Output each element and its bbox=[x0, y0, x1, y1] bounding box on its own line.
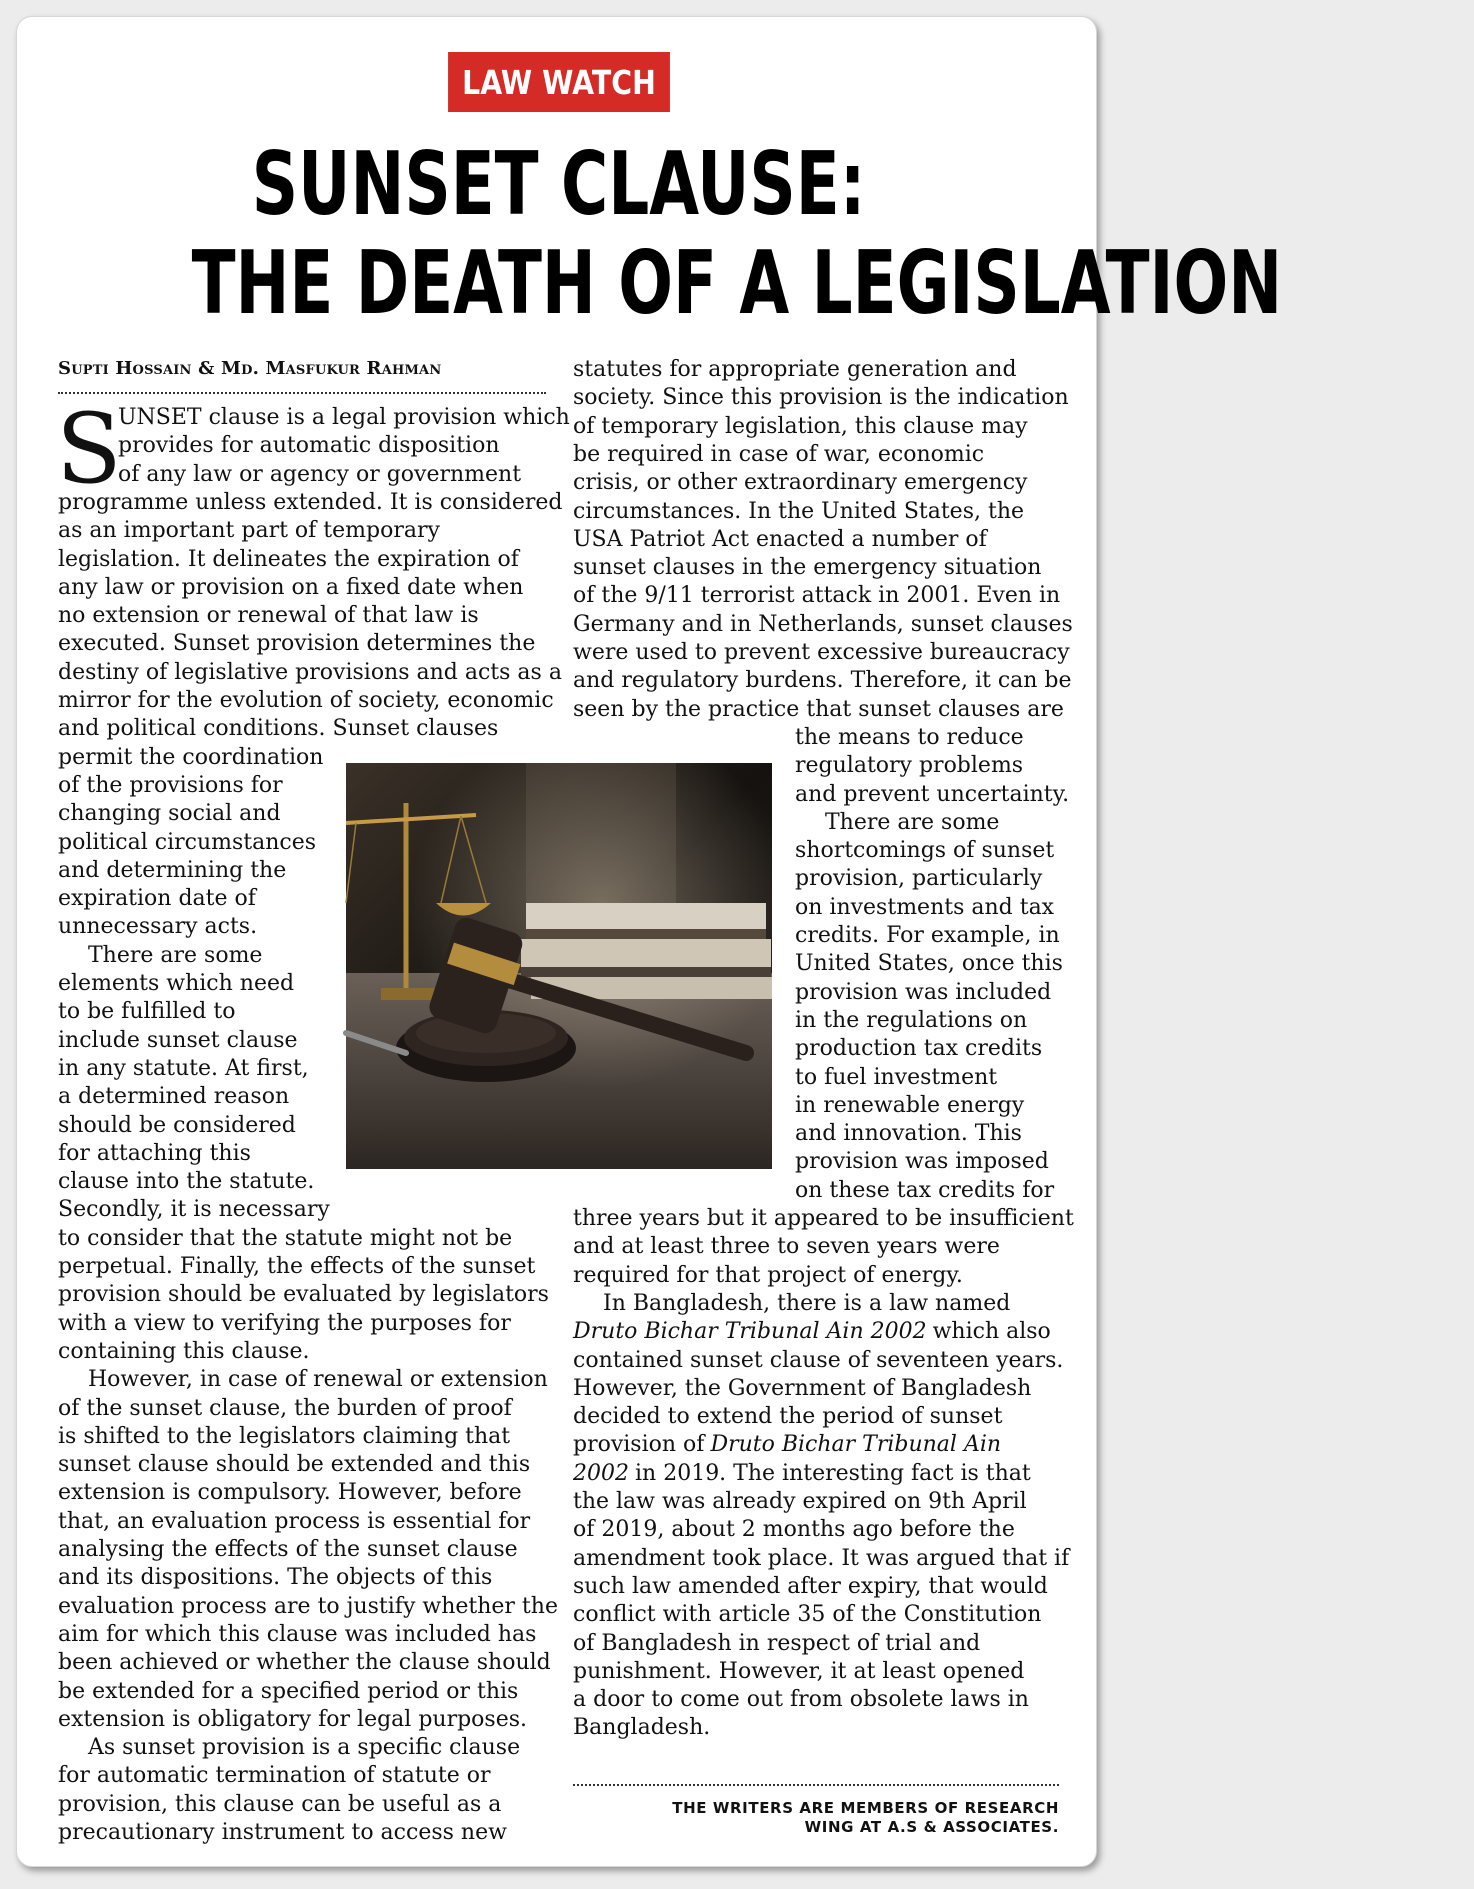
headline-line-1 bbox=[0, 134, 1117, 234]
right-column-line: credits. For example, in bbox=[795, 923, 1060, 948]
left-column-line: to consider that the statute might not be bbox=[58, 1225, 513, 1251]
right-column-line: of temporary legislation, this clause may bbox=[573, 413, 1028, 439]
headline-line-2-text: THE DEATH OF A LEGISLATION bbox=[191, 232, 1283, 334]
left-column-line: provides for automatic disposition bbox=[118, 433, 500, 459]
right-column-line: conflict with article 35 of the Constitution bbox=[573, 1602, 1042, 1628]
right-column-line: sunset clauses in the emergency situation bbox=[573, 555, 1042, 581]
left-column-line: aim for which this clause was included has bbox=[58, 1621, 537, 1647]
gavel-and-scales-image bbox=[346, 763, 772, 1169]
left-column-line: provision, this clause can be useful as a bbox=[58, 1791, 502, 1817]
right-column-line-text: provision of bbox=[573, 1432, 705, 1458]
right-column-line: in renewable energy bbox=[795, 1092, 1025, 1118]
section-kicker: LAW WATCH bbox=[448, 52, 670, 112]
right-column-line: on investments and tax bbox=[795, 894, 1055, 920]
left-column-line: political circumstances bbox=[58, 829, 317, 855]
right-column-line: amendment took place. It was argued that if bbox=[573, 1545, 1070, 1571]
left-column-line: changing social and bbox=[58, 801, 281, 827]
right-column-line: and at least three to seven years were bbox=[573, 1234, 1000, 1260]
left-column-line: executed. Sunset provision determines the bbox=[58, 631, 536, 657]
left-column-line: elements which need bbox=[58, 971, 295, 996]
left-column-line: and its dispositions. The objects of this bbox=[58, 1565, 493, 1591]
left-column-line: unnecessary acts. bbox=[58, 914, 258, 940]
byline-divider bbox=[58, 392, 546, 394]
right-column-line: of 2019, about 2 months ago before the bbox=[573, 1517, 1015, 1543]
left-column-line: perpetual. Finally, the effects of the sunset bbox=[58, 1254, 536, 1279]
left-column-line: be extended for a specified period or this bbox=[58, 1678, 519, 1704]
right-column-line: crisis, or other extraordinary emergency bbox=[573, 470, 1028, 496]
left-column-line: However, in case of renewal or extension bbox=[88, 1367, 548, 1393]
right-column-line: of the 9/11 terrorist attack in 2001. Even in bbox=[573, 583, 1061, 609]
right-column-line: There are some bbox=[825, 809, 1000, 835]
left-column-line: mirror for the evolution of society, economic bbox=[58, 688, 554, 713]
right-column-line: provision was included bbox=[795, 979, 1052, 1005]
left-column-line: any law or provision on a fixed date when bbox=[58, 574, 524, 600]
left-column-line: in any statute. At first, bbox=[58, 1055, 309, 1081]
right-column-line: United States, once this bbox=[795, 951, 1063, 977]
left-column-line: for automatic termination of statute or bbox=[58, 1763, 491, 1789]
right-column-line bbox=[573, 1431, 1001, 1459]
headline-line-2 bbox=[0, 232, 1283, 334]
left-column-line: and determining the bbox=[58, 857, 287, 883]
right-column-line bbox=[573, 1460, 1031, 1488]
left-column-line: UNSET clause is a legal provision which bbox=[118, 405, 570, 430]
right-column-line: punishment. However, it at least opened bbox=[573, 1658, 1025, 1684]
left-column-line: a determined reason bbox=[58, 1084, 290, 1110]
right-column-line: provision, particularly bbox=[795, 866, 1043, 892]
author-note bbox=[573, 1799, 1059, 1837]
right-column-line: In Bangladesh, there is a law named bbox=[603, 1290, 1011, 1316]
left-column-line: There are some bbox=[88, 942, 263, 968]
right-column-line: USA Patriot Act enacted a number of bbox=[573, 526, 987, 552]
left-column-line: permit the coordination bbox=[58, 744, 324, 770]
left-column-line: sunset clause should be extended and this bbox=[58, 1452, 531, 1478]
left-column-line: expiration date of bbox=[58, 886, 256, 912]
right-column-line: However, the Government of Bangladesh bbox=[573, 1375, 1032, 1401]
left-column-line: Secondly, it is necessary bbox=[58, 1197, 330, 1223]
left-column-line: extension is compulsory. However, before bbox=[58, 1480, 522, 1506]
left-column-line: programme unless extended. It is considered bbox=[58, 489, 563, 515]
author-note-line-2: WING AT A.S & ASSOCIATES. bbox=[804, 1818, 1059, 1836]
right-column-line: provision was imposed bbox=[795, 1149, 1049, 1175]
left-column-line: analysing the effects of the sunset clause bbox=[58, 1537, 518, 1562]
right-column-line: to fuel investment bbox=[795, 1064, 998, 1090]
right-column-line: on these tax credits for bbox=[795, 1177, 1055, 1203]
right-column-line: society. Since this provision is the indication bbox=[573, 385, 1069, 411]
left-column-line: clause into the statute. bbox=[58, 1169, 315, 1195]
right-column-line: the law was already expired on 9th April bbox=[573, 1489, 1027, 1514]
left-column-line: destiny of legislative provisions and acts as a bbox=[58, 659, 562, 685]
right-column-line: shortcomings of sunset bbox=[795, 838, 1055, 864]
author-note-line-1: THE WRITERS ARE MEMBERS OF RESEARCH bbox=[672, 1799, 1059, 1817]
right-column-line: the means to reduce bbox=[795, 724, 1024, 750]
law-name-italic: Druto Bichar Tribunal Ain bbox=[710, 1432, 1002, 1458]
left-column-line: should be considered bbox=[58, 1112, 296, 1138]
left-column-line: extension is obligatory for legal purposes. bbox=[58, 1706, 528, 1732]
right-column-line: were used to prevent excessive bureaucracy bbox=[573, 640, 1070, 665]
left-column-line: of any law or agency or government bbox=[118, 461, 522, 487]
left-column-line: no extension or renewal of that law is bbox=[58, 603, 479, 629]
right-column-line: Germany and in Netherlands, sunset clauses bbox=[573, 611, 1073, 637]
left-column-line: is shifted to the legislators claiming that bbox=[58, 1423, 511, 1449]
left-column-line: provision should be evaluated by legislators bbox=[58, 1282, 549, 1308]
right-column-line: statutes for appropriate generation and bbox=[573, 357, 1017, 382]
left-column-line: of the sunset clause, the burden of proof bbox=[58, 1395, 512, 1421]
left-column-line: legislation. It delineates the expiration of bbox=[58, 546, 519, 572]
headline-line-1-text: SUNSET CLAUSE: bbox=[251, 133, 866, 235]
left-column-line: for attaching this bbox=[58, 1140, 251, 1166]
right-column-line: Bangladesh. bbox=[573, 1715, 711, 1741]
left-column-line: been achieved or whether the clause should bbox=[58, 1650, 551, 1676]
byline: Supti Hossain & Md. Masfukur Rahman bbox=[58, 358, 442, 379]
right-column-line bbox=[573, 1318, 1051, 1346]
law-name-italic: Druto Bichar Tribunal Ain 2002 bbox=[573, 1319, 927, 1345]
drop-cap: S bbox=[56, 393, 122, 505]
right-column-line: seen by the practice that sunset clauses are bbox=[573, 696, 1064, 722]
right-column-line: regulatory problems bbox=[795, 753, 1024, 779]
left-column-line: with a view to verifying the purposes for bbox=[58, 1310, 511, 1336]
left-column-line: as an important part of temporary bbox=[58, 518, 440, 544]
right-column-line: circumstances. In the United States, the bbox=[573, 498, 1025, 524]
law-year-italic: 2002 bbox=[573, 1460, 629, 1486]
left-column-line: that, an evaluation process is essential for bbox=[58, 1508, 531, 1534]
right-column-line-text: which also bbox=[932, 1319, 1051, 1345]
left-column-line: of the provisions for bbox=[58, 772, 283, 798]
left-column-line: As sunset provision is a specific clause bbox=[88, 1735, 521, 1761]
left-column-line: include sunset clause bbox=[58, 1027, 298, 1053]
right-column-line: a door to come out from obsolete laws in bbox=[573, 1687, 1029, 1713]
right-column-line: production tax credits bbox=[795, 1036, 1043, 1062]
right-column-line: and innovation. This bbox=[795, 1121, 1022, 1147]
right-column-line: required for that project of energy. bbox=[573, 1262, 963, 1288]
right-column-line: of Bangladesh in respect of trial and bbox=[573, 1630, 981, 1656]
left-column-line: to be fulfilled to bbox=[58, 999, 236, 1025]
right-column-line: decided to extend the period of sunset bbox=[573, 1404, 1003, 1430]
right-column-line: be required in case of war, economic bbox=[573, 441, 985, 467]
footer-divider bbox=[573, 1784, 1059, 1786]
right-column-line: such law amended after expiry, that would bbox=[573, 1573, 1048, 1599]
right-column-line-text: in 2019. The interesting fact is that bbox=[635, 1460, 1031, 1486]
left-column-line: containing this clause. bbox=[58, 1338, 310, 1364]
right-column-line: contained sunset clause of seventeen years. bbox=[573, 1347, 1064, 1373]
right-column-line: three years but it appeared to be insufficient bbox=[573, 1206, 1074, 1231]
right-column-line: in the regulations on bbox=[795, 1007, 1028, 1033]
left-column-line: evaluation process are to justify whether the bbox=[58, 1593, 558, 1619]
article-photo bbox=[346, 763, 772, 1169]
right-column-line: and prevent uncertainty. bbox=[795, 781, 1070, 807]
right-column-line: and regulatory burdens. Therefore, it can be bbox=[573, 668, 1072, 694]
left-column-line: precautionary instrument to access new bbox=[58, 1820, 507, 1845]
left-column-line: and political conditions. Sunset clauses bbox=[58, 716, 499, 742]
